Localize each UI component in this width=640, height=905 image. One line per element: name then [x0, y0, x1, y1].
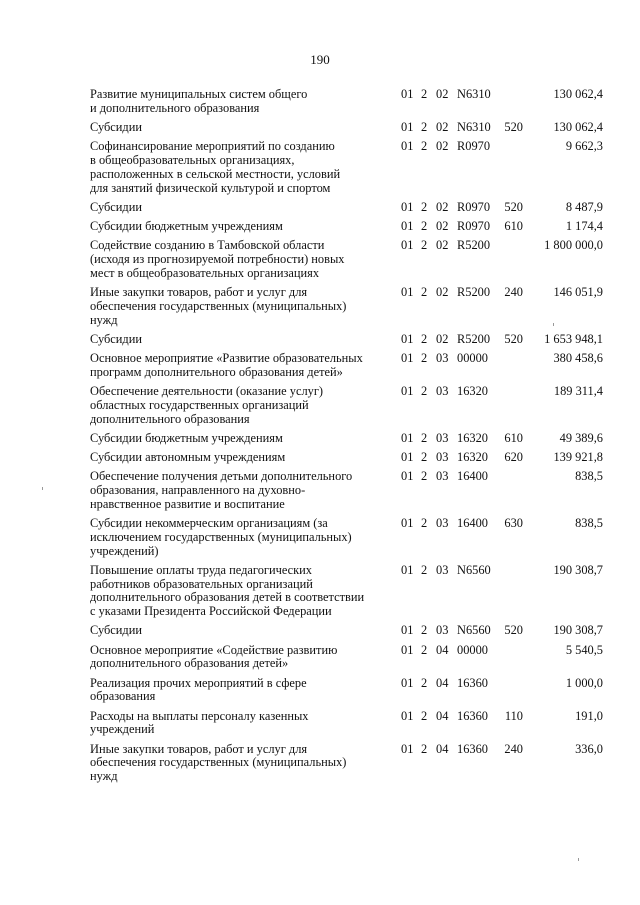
amount: 189 311,4: [553, 384, 603, 398]
row-description: [90, 624, 390, 638]
description-line: Иные закупки товаров, работ и услуг для: [90, 741, 308, 756]
code-measure: 02: [436, 331, 449, 346]
description-line: Расходы на выплаты персоналу казенных: [90, 708, 309, 723]
description-line: Повышение оплаты труда педагогических: [90, 562, 312, 577]
code-program: 01: [401, 384, 414, 398]
row-description: [90, 710, 390, 738]
code-measure: 03: [436, 469, 449, 484]
code-measure: 03: [436, 623, 449, 638]
code-direction: 16320: [457, 384, 488, 398]
code-measure: 02: [436, 199, 449, 214]
code-program: 01: [401, 562, 414, 577]
amount: 130 062,4: [553, 87, 603, 101]
code-direction: 00000: [457, 642, 488, 657]
code-subprogram: 2: [421, 516, 428, 530]
code-direction: 16360: [457, 741, 488, 756]
code-program: 01: [401, 285, 414, 299]
code-direction: R0970: [457, 199, 491, 214]
code-subprogram: 2: [421, 642, 428, 657]
amount: 191,0: [575, 708, 603, 723]
amount: 190 308,7: [553, 623, 603, 638]
code-direction: R5200: [457, 285, 491, 299]
table-row: [0, 710, 640, 738]
description-line: Основное мероприятие «Развитие образовательных: [90, 351, 363, 365]
table-row: [0, 644, 640, 672]
code-direction: 16400: [457, 469, 488, 484]
table-row: [0, 385, 640, 426]
code-measure: 04: [436, 642, 449, 657]
code-measure: 02: [436, 87, 449, 101]
code-direction: 16360: [457, 675, 488, 690]
description-line: работников образовательных организаций: [90, 576, 313, 591]
description-line: Субсидии автономным учреждениям: [90, 450, 286, 464]
code-program: 01: [401, 623, 414, 638]
amount: 146 051,9: [553, 285, 603, 299]
code-direction: N6310: [457, 120, 491, 134]
code-direction: R0970: [457, 219, 491, 233]
code-program: 01: [401, 238, 414, 253]
expense-type: 240: [504, 741, 523, 756]
description-line: Реализация прочих мероприятий в сфере: [90, 675, 307, 690]
row-description: [90, 743, 390, 784]
scan-mark: [553, 323, 554, 326]
code-direction: 16400: [457, 516, 488, 530]
code-program: 01: [401, 741, 414, 756]
code-direction: 00000: [457, 351, 488, 365]
code-subprogram: 2: [421, 384, 428, 398]
description-line: и дополнительного образования: [90, 100, 260, 115]
code-subprogram: 2: [421, 623, 428, 638]
code-measure: 04: [436, 741, 449, 756]
code-measure: 03: [436, 562, 449, 577]
amount: 9 662,3: [565, 139, 603, 154]
row-description: [90, 88, 390, 116]
expense-type: 610: [504, 430, 523, 445]
code-direction: 16360: [457, 708, 488, 723]
description-line: Софинансирование мероприятий по созданию: [90, 139, 335, 154]
code-program: 01: [401, 708, 414, 723]
code-program: 01: [401, 430, 414, 445]
table-row: [0, 352, 640, 380]
table-row: [0, 517, 640, 558]
table-row: [0, 333, 640, 347]
table-row: [0, 743, 640, 784]
code-measure: 03: [436, 351, 449, 365]
description-line: дополнительного образования: [90, 411, 250, 426]
code-subprogram: 2: [421, 238, 428, 253]
description-line: учреждений: [90, 722, 155, 737]
code-measure: 02: [436, 238, 449, 253]
description-line: с указами Президента Российской Федерации: [90, 604, 332, 619]
code-measure: 02: [436, 219, 449, 233]
code-subprogram: 2: [421, 708, 428, 723]
row-description: [90, 451, 390, 465]
expense-type: 520: [504, 331, 523, 346]
description-line: для занятий физической культурой и спортом: [90, 180, 331, 195]
table-row: [0, 121, 640, 135]
description-line: Субсидии: [90, 331, 142, 346]
code-program: 01: [401, 469, 414, 484]
code-program: 01: [401, 120, 414, 134]
code-program: 01: [401, 516, 414, 530]
page-number: 190: [310, 52, 330, 67]
description-line: (исходя из прогнозируемой потребности) новых: [90, 251, 345, 266]
table-row: [0, 677, 640, 705]
expense-type: 520: [504, 199, 523, 214]
code-direction: 16320: [457, 430, 488, 445]
table-row: [0, 470, 640, 511]
code-direction: N6310: [457, 87, 491, 101]
amount: 838,5: [575, 469, 603, 484]
amount: 1 800 000,0: [544, 238, 603, 253]
row-description: [90, 432, 390, 446]
code-measure: 04: [436, 708, 449, 723]
row-description: [90, 352, 390, 380]
amount: 139 921,8: [553, 450, 603, 464]
code-subprogram: 2: [421, 741, 428, 756]
description-line: Обеспечение деятельности (оказание услуг): [90, 384, 324, 398]
code-direction: R5200: [457, 331, 491, 346]
amount: 1 653 948,1: [544, 331, 603, 346]
code-measure: 02: [436, 120, 449, 134]
table-row: [0, 564, 640, 619]
code-program: 01: [401, 351, 414, 365]
code-direction: R5200: [457, 238, 491, 253]
description-line: Субсидии бюджетным учреждениям: [90, 219, 283, 233]
code-subprogram: 2: [421, 87, 428, 101]
table-row: [0, 624, 640, 638]
table-row: [0, 451, 640, 465]
code-subprogram: 2: [421, 199, 428, 214]
row-description: [90, 239, 390, 280]
amount: 8 487,9: [565, 199, 603, 214]
code-measure: 04: [436, 675, 449, 690]
code-direction: 16320: [457, 450, 488, 464]
description-line: областных государственных организаций: [90, 397, 309, 412]
row-description: [90, 220, 390, 234]
amount: 380 458,6: [553, 351, 603, 365]
description-line: Субсидии некоммерческим организациям (за: [90, 516, 328, 530]
description-line: Обеспечение получения детьми дополнительного: [90, 469, 353, 484]
row-description: [90, 385, 390, 426]
code-program: 01: [401, 87, 414, 101]
code-program: 01: [401, 675, 414, 690]
description-line: Развитие муниципальных систем общего: [90, 87, 308, 101]
row-description: [90, 644, 390, 672]
code-direction: N6560: [457, 623, 491, 638]
code-subprogram: 2: [421, 430, 428, 445]
code-subprogram: 2: [421, 351, 428, 365]
amount: 1 174,4: [565, 219, 603, 233]
code-measure: 02: [436, 285, 449, 299]
code-direction: R0970: [457, 139, 491, 154]
description-line: в общеобразовательных организациях,: [90, 152, 295, 167]
code-program: 01: [401, 139, 414, 154]
row-description: [90, 201, 390, 215]
table-row: [0, 220, 640, 234]
description-line: Субсидии: [90, 199, 142, 214]
table-row: [0, 140, 640, 195]
row-description: [90, 677, 390, 705]
code-measure: 02: [436, 139, 449, 154]
code-subprogram: 2: [421, 562, 428, 577]
amount: 190 308,7: [553, 562, 603, 577]
expense-type: 240: [504, 285, 523, 299]
table-row: [0, 88, 640, 116]
description-line: Содействие созданию в Тамбовской области: [90, 238, 325, 253]
code-subprogram: 2: [421, 675, 428, 690]
expense-type: 620: [504, 450, 523, 464]
scan-mark: [42, 487, 43, 490]
table-row: [0, 432, 640, 446]
amount: 336,0: [575, 741, 603, 756]
code-program: 01: [401, 642, 414, 657]
description-line: образования, направленного на духовно-: [90, 482, 306, 497]
description-line: дополнительного образования детей в соответствии: [90, 590, 365, 605]
description-line: Основное мероприятие «Содействие развитию: [90, 642, 338, 657]
code-subprogram: 2: [421, 139, 428, 154]
table-row: [0, 239, 640, 280]
amount: 49 389,6: [559, 430, 603, 445]
row-description: [90, 286, 390, 327]
amount: 1 000,0: [565, 675, 603, 690]
code-program: 01: [401, 199, 414, 214]
code-measure: 03: [436, 450, 449, 464]
code-program: 01: [401, 331, 414, 346]
description-line: нравственное развитие и воспитание: [90, 496, 285, 511]
row-description: [90, 517, 390, 558]
code-subprogram: 2: [421, 219, 428, 233]
row-description: [90, 140, 390, 195]
description-line: дополнительного образования детей»: [90, 656, 289, 671]
code-subprogram: 2: [421, 285, 428, 299]
expense-type: 520: [504, 120, 523, 134]
description-line: Субсидии: [90, 120, 142, 134]
amount: 838,5: [575, 516, 603, 530]
description-line: обеспечения государственных (муниципальных): [90, 755, 347, 770]
code-direction: N6560: [457, 562, 491, 577]
expense-type: 630: [504, 516, 523, 530]
description-line: расположенных в сельской местности, условий: [90, 166, 341, 181]
code-measure: 03: [436, 430, 449, 445]
row-description: [90, 470, 390, 511]
row-description: [90, 333, 390, 347]
description-line: Иные закупки товаров, работ и услуг для: [90, 285, 308, 299]
code-subprogram: 2: [421, 450, 428, 464]
code-program: 01: [401, 450, 414, 464]
description-line: нужд: [90, 769, 118, 784]
row-description: [90, 121, 390, 135]
row-description: [90, 564, 390, 619]
description-line: образования: [90, 689, 156, 704]
description-line: Субсидии: [90, 623, 142, 638]
amount: 130 062,4: [553, 120, 603, 134]
table-row: [0, 286, 640, 327]
code-subprogram: 2: [421, 331, 428, 346]
code-measure: 03: [436, 384, 449, 398]
description-line: мест в общеобразовательных организациях: [90, 265, 320, 280]
description-line: исключением государственных (муниципальных): [90, 529, 352, 544]
description-line: нужд: [90, 312, 118, 327]
expense-type: 110: [504, 708, 523, 723]
code-subprogram: 2: [421, 120, 428, 134]
expense-type: 520: [504, 623, 523, 638]
amount: 5 540,5: [565, 642, 603, 657]
description-line: программ дополнительного образования детей»: [90, 364, 343, 379]
expense-type: 610: [504, 219, 523, 233]
table-row: [0, 201, 640, 215]
description-line: учреждений): [90, 543, 159, 558]
code-measure: 03: [436, 516, 449, 530]
description-line: Субсидии бюджетным учреждениям: [90, 430, 283, 445]
scan-mark: [578, 858, 579, 861]
code-program: 01: [401, 219, 414, 233]
description-line: обеспечения государственных (муниципальных): [90, 298, 347, 313]
code-subprogram: 2: [421, 469, 428, 484]
